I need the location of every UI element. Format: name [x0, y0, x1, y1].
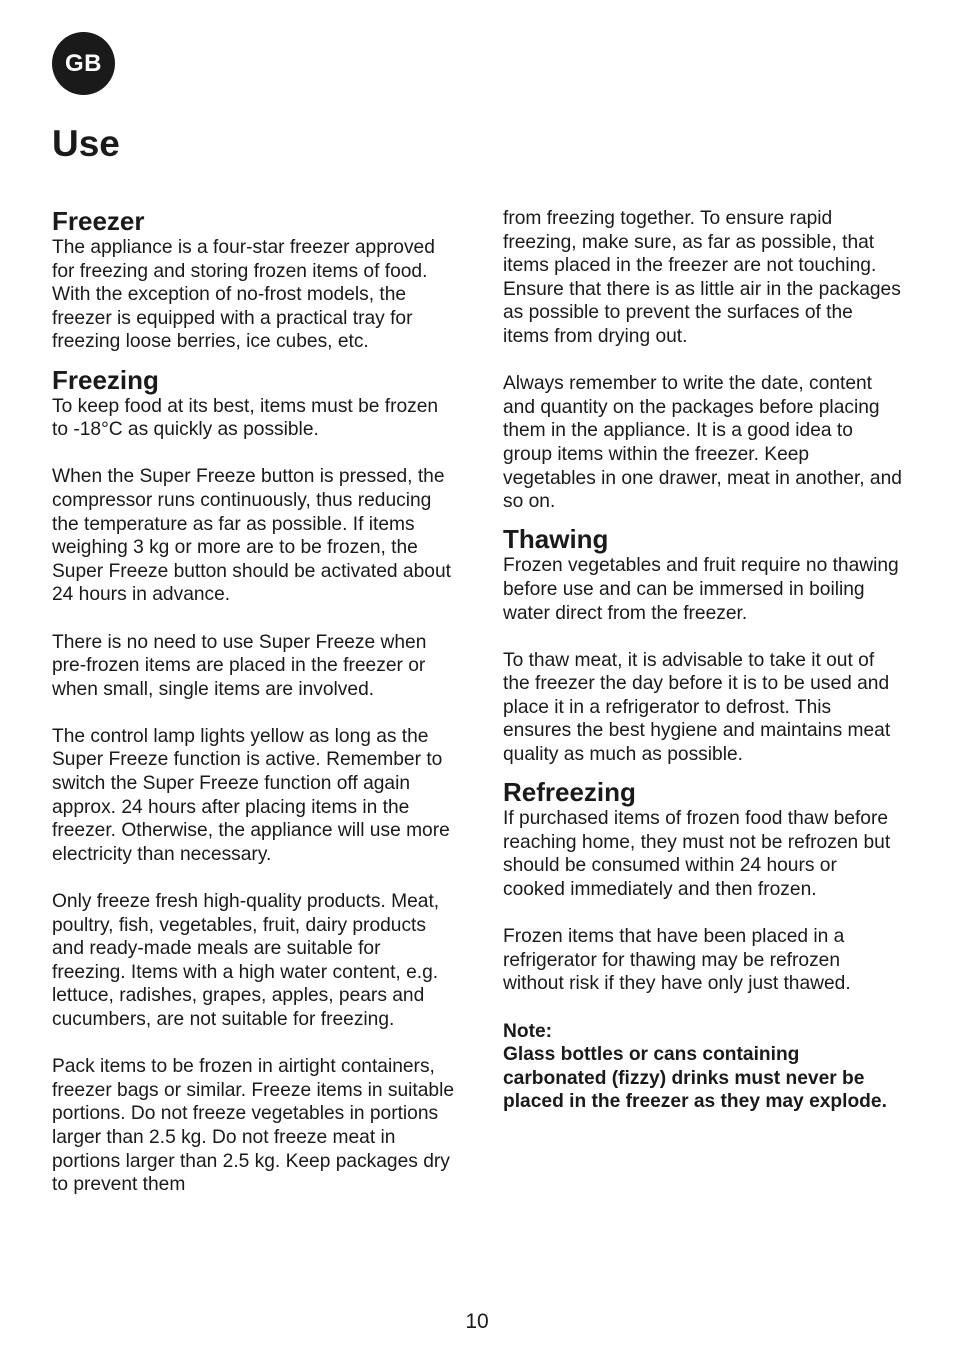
- paragraph: The appliance is a four-star freezer approved for freezing and storing frozen items of food. With the exception of no-frost models, the freezer is equipped with a practical tray for freezing loose berries, ice cubes, etc.: [52, 237, 435, 353]
- paragraph: When the Super Freeze button is pressed, the compressor runs continuously, thus reducing the temperature as far as possible. If items weighing 3 kg or more are to be frozen, the Super Freeze button should be activated about 24 hours in advance.: [52, 466, 451, 606]
- language-badge-label: GB: [65, 49, 102, 77]
- paragraph: The control lamp lights yellow as long as the Super Freeze function is active. Remember to switch the Super Freeze function off again approx. 24 hours after placing items in the freezer. Otherwise, the appliance will use more electricity than necessary.: [52, 725, 450, 865]
- left-column: [52, 206, 457, 1220]
- paragraph: Only freeze fresh high-quality products. Meat, poultry, fish, vegetables, fruit, dairy products and ready-made meals are suitable for freezing. Items with a high water content, e.g. lettuce, radishes, grapes, apples, pears and cucumbers, are not suitable for freezing.: [52, 891, 440, 1030]
- paragraph: Frozen vegetables and fruit require no thawing before use and can be immersed in boiling water direct from the freezer.: [503, 555, 899, 624]
- section-thawing: [503, 524, 903, 766]
- paragraph: To thaw meat, it is advisable to take it out of the freezer the day before it is to be used and place it in a refrigerator to defrost. This ensures the best hygiene and maintains meat quality as much as possible.: [503, 649, 891, 766]
- paragraph: Pack items to be frozen in airtight containers, freezer bags or similar. Freeze items in suitable portions. Do not freeze vegetables in portions larger than 2.5 kg. Do not freeze meat in portions larger than 2.5 kg. Keep packages dry to prevent them: [52, 1056, 455, 1196]
- paragraph: Always remember to write the date, content and quantity on the packages before placing them in the appliance. It is a good idea to group items within the freezer. Keep vegetables in one drawer, meat in another, and so on.: [503, 373, 902, 513]
- section-freezing: [52, 365, 457, 1197]
- section-freezer: [52, 206, 457, 354]
- paragraph: There is no need to use Super Freeze when pre-frozen items are placed in the freezer or when small, single items are involved.: [52, 631, 427, 700]
- heading-refreezing: Refreezing: [503, 777, 636, 808]
- paragraph: Frozen items that have been placed in a refrigerator for thawing may be refrozen without risk if they have only just thawed.: [503, 926, 851, 995]
- heading-thawing: Thawing: [503, 524, 609, 555]
- page-number: 10: [465, 1310, 489, 1333]
- paragraph: To keep food at its best, items must be frozen to -18°C as quickly as possible.: [52, 395, 439, 441]
- heading-freezing: Freezing: [52, 364, 159, 395]
- note-label: Note:: [503, 1020, 553, 1042]
- page-title: Use: [52, 123, 120, 164]
- section-refreezing: [503, 777, 903, 1114]
- right-column: [503, 207, 903, 1138]
- note-text: Glass bottles or cans containing carbonated (fizzy) drinks must never be placed in the freezer as they may explode.: [503, 1044, 887, 1113]
- paragraph: If purchased items of frozen food thaw before reaching home, they must not be refrozen but should be consumed within 24 hours or cooked immediately and then frozen.: [503, 808, 891, 901]
- paragraph: from freezing together. To ensure rapid freezing, make sure, as far as possible, that items placed in the freezer are not touching. Ensure that there is as little air in the packages as possible to prevent the surfaces of the items from drying out.: [503, 208, 901, 347]
- section-freezing-continued: [503, 207, 903, 514]
- heading-freezer: Freezer: [52, 206, 145, 236]
- language-badge: [52, 32, 115, 95]
